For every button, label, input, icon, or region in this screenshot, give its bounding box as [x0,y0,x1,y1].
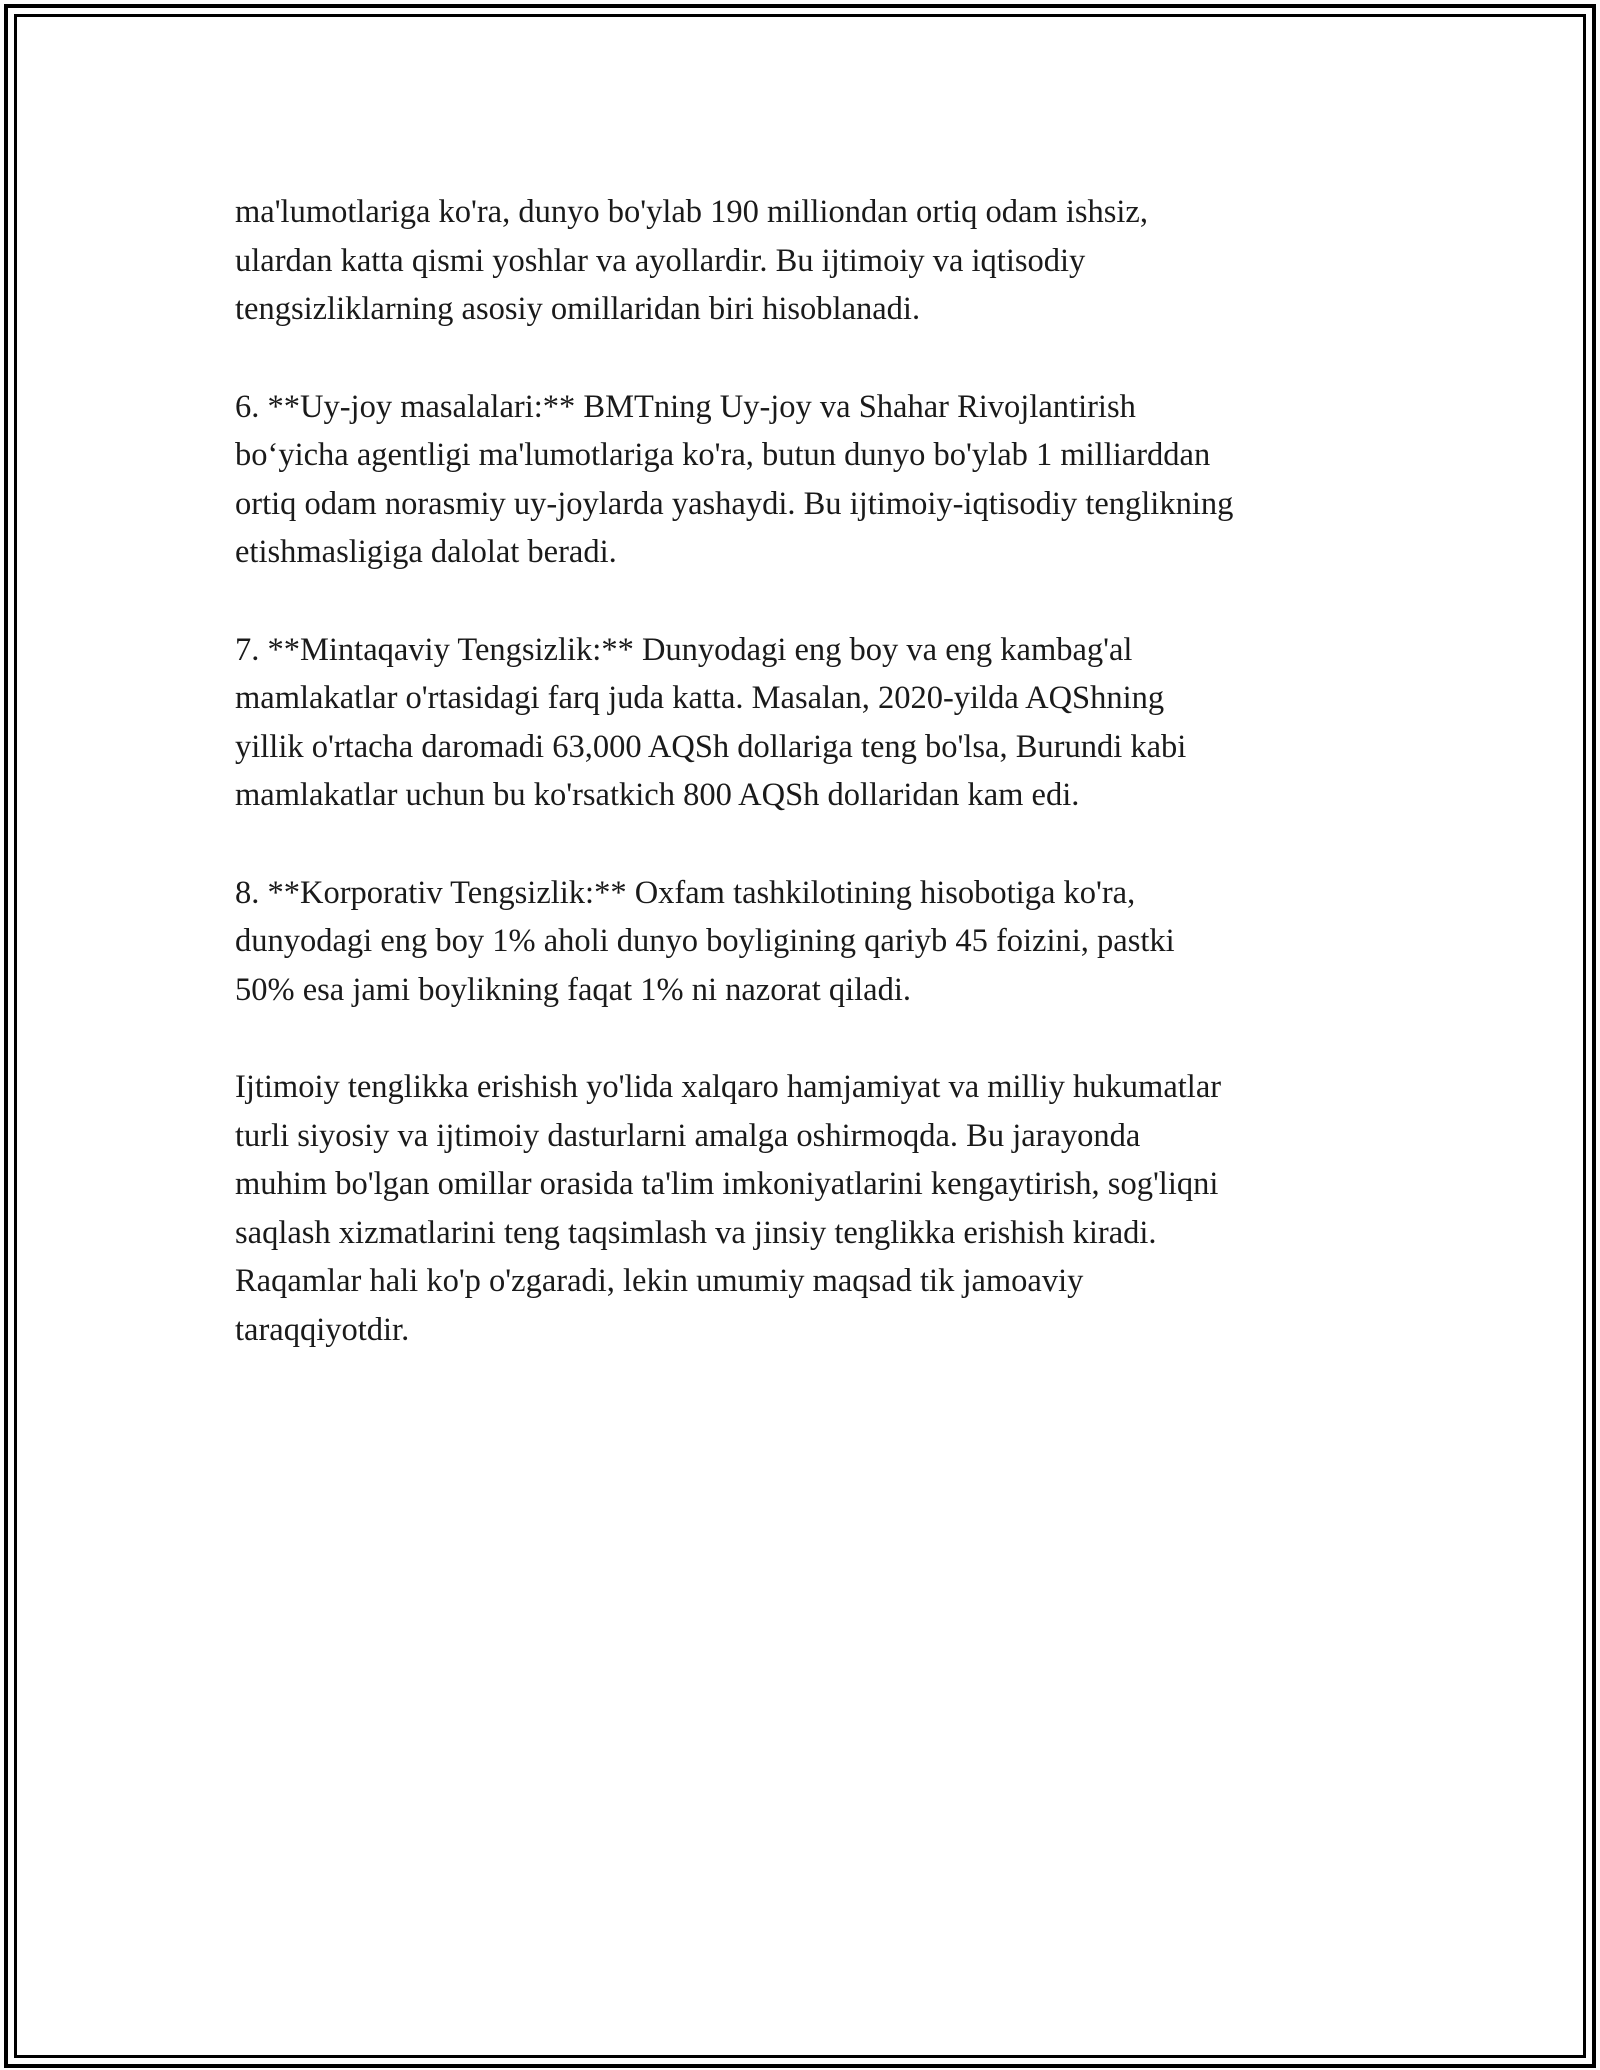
paragraph-item-7 [235,626,1380,820]
text-line: ortiq odam norasmiy uy-joylarda yashaydi. Bu ijtimoiy-iqtisodiy tenglikning [235,485,1234,522]
text-line: 50% esa jami boylikning faqat 1% ni nazorat qiladi. [235,971,911,1008]
text-line: bo‘yicha agentligi ma'lumotlariga ko'ra, butun dunyo bo'ylab 1 milliarddan [235,437,1211,473]
text-line: Raqamlar hali ko'p o'zgaradi, lekin umumiy maqsad tik jamoaviy [235,1263,1084,1299]
text-line: dunyodagi eng boy 1% aholi dunyo boyligining qariyb 45 foizini, pastki [235,923,1175,959]
text-line: mamlakatlar uchun bu ko'rsatkich 800 AQSh dollaridan kam edi. [235,777,1080,813]
text-line: tengsizliklarning asosiy omillaridan biri hisoblanadi. [235,291,921,327]
paragraph-conclusion [235,1063,1380,1354]
text-line: 7. **Mintaqaviy Tengsizlik:** Dunyodagi eng boy va eng kambag'al [235,631,1133,668]
text-line: etishmasligiga dalolat beradi. [235,534,617,570]
text-line: turli siyosiy va ijtimoiy dasturlarni amalga oshirmoqda. Bu jarayonda [235,1117,1141,1154]
text-line: Ijtimoiy tenglikka erishish yo'lida xalqaro hamjamiyat va milliy hukumatlar [235,1069,1222,1105]
text-line: muhim bo'lgan omillar orasida ta'lim imkoniyatlarini kengaytirish, sog'liqni [235,1166,1219,1202]
text-line: 6. **Uy-joy masalalari:** BMTning Uy-joy va Shahar Rivojlantirish [235,388,1136,425]
text-line: saqlash xizmatlarini teng taqsimlash va jinsiy tenglikka erishish kiradi. [235,1214,1157,1251]
text-line: ulardan katta qismi yoshlar va ayollardir. Bu ijtimoiy va iqtisodiy [235,242,1086,279]
paragraph-item-6 [235,383,1380,577]
paragraph-item-8 [235,869,1380,1015]
text-line: taraqqiyotdir. [235,1311,410,1348]
text-line: yillik o'rtacha daromadi 63,000 AQSh dollariga teng bo'lsa, Burundi kabi [235,728,1187,765]
document-body [235,188,1380,1403]
text-line: ma'lumotlariga ko'ra, dunyo bo'ylab 190 milliondan ortiq odam ishsiz, [235,194,1148,230]
text-line: 8. **Korporativ Tengsizlik:** Oxfam tashkilotining hisobotiga ko'ra, [235,874,1136,911]
paragraph-intro-continuation [235,188,1380,334]
text-line: mamlakatlar o'rtasidagi farq juda katta. Masalan, 2020-yilda AQShning [235,680,1165,716]
